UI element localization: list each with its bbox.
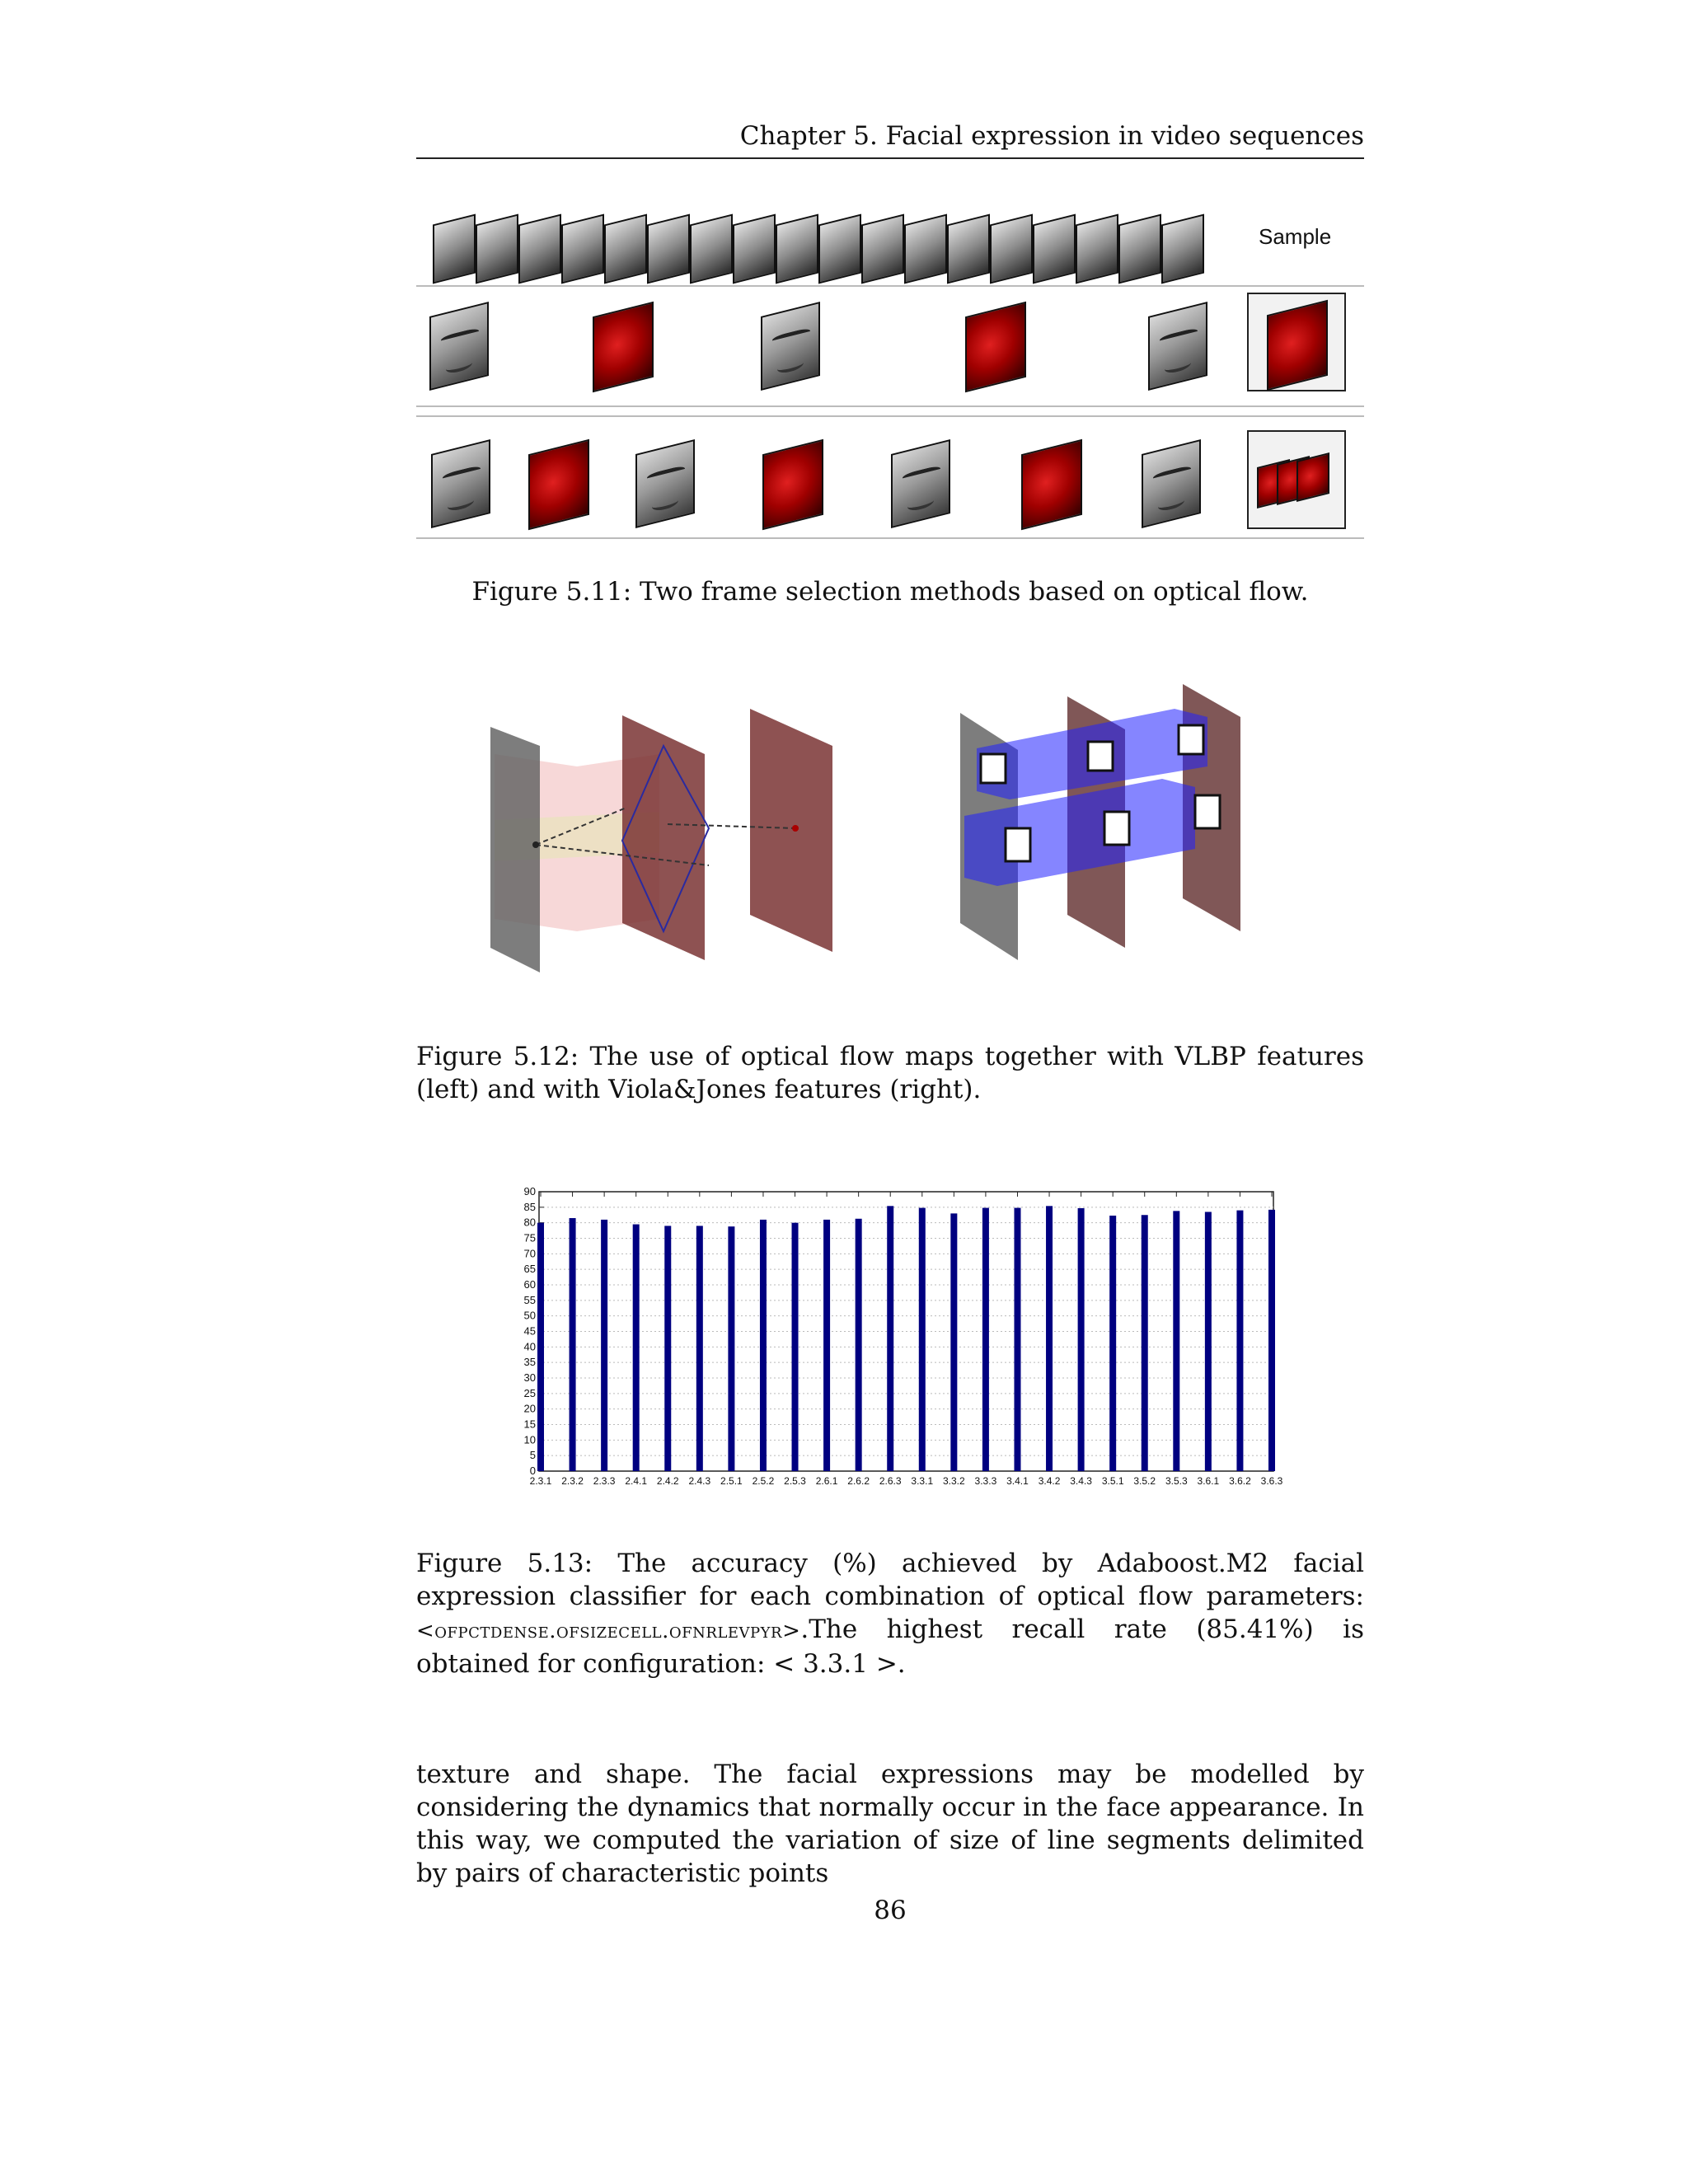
bar-3.6.3 xyxy=(1268,1210,1275,1471)
y-tick-label: 25 xyxy=(523,1386,536,1399)
y-tick-label: 55 xyxy=(523,1293,536,1306)
x-tick-label: 3.4.2 xyxy=(1038,1475,1061,1487)
bar-3.3.3 xyxy=(982,1208,989,1471)
y-tick-label: 45 xyxy=(523,1324,536,1338)
chart-svg xyxy=(511,1179,1302,1492)
x-tick-label: 3.4.1 xyxy=(1006,1475,1029,1487)
x-tick-label: 2.5.1 xyxy=(720,1475,743,1487)
bar-2.3.1 xyxy=(537,1223,544,1471)
bar-2.6.2 xyxy=(856,1219,862,1471)
x-tick-label: 3.3.3 xyxy=(974,1475,997,1487)
x-tick-label: 2.6.1 xyxy=(815,1475,838,1487)
x-tick-label: 3.4.3 xyxy=(1070,1475,1092,1487)
y-tick-label: 35 xyxy=(523,1356,536,1369)
x-tick-label: 3.3.2 xyxy=(942,1475,965,1487)
y-tick-label: 10 xyxy=(523,1433,536,1446)
bar-3.4.1 xyxy=(1014,1208,1020,1471)
bar-3.5.3 xyxy=(1173,1211,1179,1471)
bar-2.6.3 xyxy=(887,1206,893,1471)
bar-2.5.3 xyxy=(792,1223,799,1471)
y-tick-label: 5 xyxy=(529,1449,536,1462)
x-tick-label: 3.6.2 xyxy=(1229,1475,1251,1487)
y-tick-label: 75 xyxy=(523,1231,536,1244)
y-tick-label: 85 xyxy=(523,1200,536,1213)
bar-3.3.1 xyxy=(919,1208,926,1471)
bar-2.3.3 xyxy=(601,1220,607,1471)
figure-5-11 xyxy=(416,198,1364,544)
y-tick-label: 80 xyxy=(523,1216,536,1229)
x-tick-label: 3.5.2 xyxy=(1133,1475,1156,1487)
bar-2.6.1 xyxy=(823,1220,830,1471)
sample-label: Sample xyxy=(1259,224,1332,249)
y-tick-label: 20 xyxy=(523,1402,536,1415)
caption-text-end: .The highest recall rate (85.41%) is obtained for configuration: < 3.3.1 >. xyxy=(416,1615,1364,1679)
selection-method-2-row xyxy=(416,429,1364,536)
bar-3.5.1 xyxy=(1109,1216,1116,1471)
viola-jones-illustration xyxy=(956,676,1302,972)
vlbp-illustration xyxy=(478,676,857,981)
y-tick-label: 65 xyxy=(523,1263,536,1276)
y-tick-label: 30 xyxy=(523,1371,536,1384)
page-number: 86 xyxy=(874,1896,907,1925)
y-tick-label: 0 xyxy=(529,1465,536,1477)
x-tick-label: 2.4.1 xyxy=(625,1475,648,1487)
figure-5-12-caption: Figure 5.12: The use of optical flow maps together with VLBP features (left) and with Viola&Jones features (right). xyxy=(416,1042,1364,1104)
bar-2.4.3 xyxy=(696,1226,703,1471)
y-tick-label: 90 xyxy=(523,1185,536,1197)
x-tick-label: 3.6.1 xyxy=(1197,1475,1220,1487)
bar-2.5.1 xyxy=(728,1226,734,1471)
x-tick-label: 2.3.3 xyxy=(593,1475,616,1487)
y-tick-label: 70 xyxy=(523,1247,536,1260)
caption-parameter-code: <ofpctdense.ofsizecell.ofnrlevpyr> xyxy=(416,1619,801,1643)
body-paragraph: texture and shape. The facial expressions may be modelled by considering the dynamics that normally occur in the face appearance. In this way, we computed the variation of size of line segments delimited by pairs of characteristic points xyxy=(416,1760,1364,1888)
sample-stack-box xyxy=(1247,430,1346,529)
y-tick-label: 40 xyxy=(523,1340,536,1353)
y-tick-label: 15 xyxy=(523,1418,536,1431)
selection-method-1-row xyxy=(416,293,1364,400)
bar-3.5.2 xyxy=(1142,1215,1148,1471)
x-tick-label: 2.4.2 xyxy=(656,1475,679,1487)
x-tick-label: 2.6.3 xyxy=(879,1475,902,1487)
x-tick-label: 3.5.3 xyxy=(1165,1475,1188,1487)
x-tick-label: 3.5.1 xyxy=(1101,1475,1124,1487)
x-tick-label: 2.3.2 xyxy=(561,1475,584,1487)
y-tick-label: 60 xyxy=(523,1278,536,1291)
running-header xyxy=(416,120,1364,159)
x-tick-label: 2.5.3 xyxy=(784,1475,806,1487)
running-title: Chapter 5. Facial expression in video sequences xyxy=(739,121,1364,151)
bar-3.6.2 xyxy=(1236,1211,1243,1471)
bar-3.3.2 xyxy=(950,1213,957,1471)
bar-2.4.1 xyxy=(633,1225,640,1471)
sample-frame-box xyxy=(1247,293,1346,391)
x-tick-label: 2.4.3 xyxy=(688,1475,711,1487)
bar-2.3.2 xyxy=(570,1218,576,1471)
figure-5-13-caption xyxy=(416,1547,1364,1680)
caption-text-start: Figure 5.13: The accuracy (%) achieved by Adaboost.M2 facial expression classifier for each combination of optical flow parameters: xyxy=(416,1549,1364,1611)
frame-sequence-strip xyxy=(433,211,1207,285)
x-tick-label: 3.3.1 xyxy=(911,1475,934,1487)
bar-2.5.2 xyxy=(760,1220,767,1471)
bar-3.6.1 xyxy=(1205,1212,1212,1471)
x-tick-label: 2.6.2 xyxy=(847,1475,870,1487)
accuracy-bar-chart xyxy=(511,1179,1302,1492)
bar-2.4.2 xyxy=(664,1226,671,1471)
bar-3.4.3 xyxy=(1078,1208,1085,1471)
x-tick-label: 3.6.3 xyxy=(1260,1475,1283,1487)
x-tick-label: 2.5.2 xyxy=(752,1475,775,1487)
bar-3.4.2 xyxy=(1046,1206,1053,1471)
y-tick-label: 50 xyxy=(523,1309,536,1322)
x-tick-label: 2.3.1 xyxy=(529,1475,552,1487)
figure-5-11-caption: Figure 5.11: Two frame selection methods based on optical flow. xyxy=(471,577,1309,607)
figure-5-12 xyxy=(478,676,1319,981)
